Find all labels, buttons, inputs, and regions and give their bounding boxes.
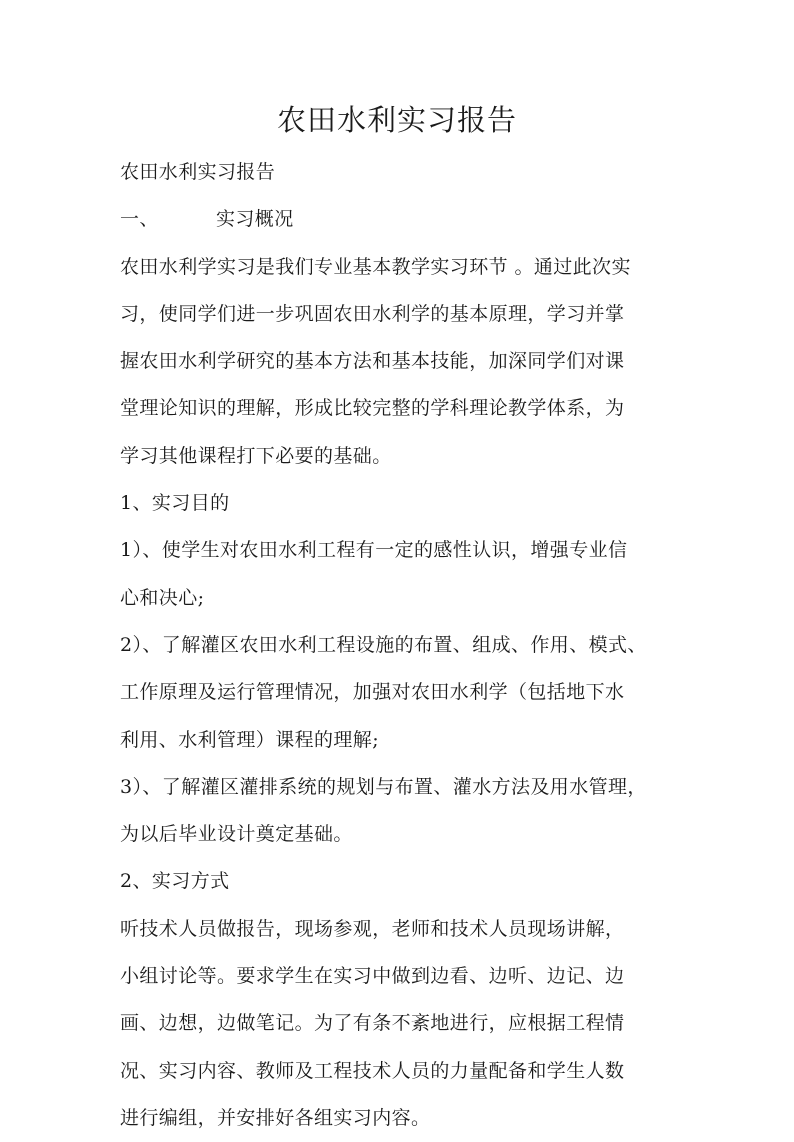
paragraph-line: 画、边想，边做笔记。为了有条不紊地进行，应根据工程情 [120,1012,625,1035]
paragraph-line: 心和决心; [120,586,205,609]
paragraph-line: 堂理论知识的理解，形成比较完整的学科理论教学体系，为 [120,397,625,420]
paragraph-line: 工作原理及运行管理情况，加强对农田水利学（包括地下水 [120,681,625,704]
document-title: 农田水利实习报告 [276,103,517,137]
paragraph-line: 学习其他课程打下必要的基础。 [120,444,392,467]
subtitle-line: 农田水利实习报告 [120,161,276,183]
subheading-line: 2、实习方式 [120,870,230,893]
paragraph-line: 农田水利学实习是我们专业基本教学实习环节 。通过此次实 [120,255,631,278]
subheading-line: 1、实习目的 [120,492,230,515]
paragraph-line: 2）、了解灌区农田水利工程设施的布置、组成、作用、模式、 [120,633,647,656]
document-body [120,149,680,1142]
paragraph-line: 进行编组，并安排好各组实习内容。 [120,1106,431,1129]
section-heading [120,196,680,243]
section-number: 一、 [120,208,159,231]
paragraph-line: 习，使同学们进一步巩固农田水利学的基本原理，学习并掌 [120,302,625,325]
paragraph-line: 听技术人员做报告，现场参观，老师和技术人员现场讲解， [120,917,625,940]
paragraph-line: 小组讨论等。要求学生在实习中做到边看、边听、边记、边 [120,965,625,988]
paragraph-line: 握农田水利学研究的基本方法和基本技能，加深同学们对课 [120,350,625,373]
paragraph-line: 利用、水利管理）课程的理解; [120,728,380,751]
paragraph-line: 1）、使学生对农田水利工程有一定的感性认识，增强专业信 [120,539,628,562]
paragraph-line: 况、实习内容、教师及工程技术人员的力量配备和学生人数 [120,1059,625,1082]
section-heading-text: 实习概况 [216,208,294,231]
paragraph-line: 3）、了解灌区灌排系统的规划与布置、灌水方法及用水管理， [120,775,647,798]
paragraph-line: 为以后毕业设计奠定基础。 [120,823,353,846]
